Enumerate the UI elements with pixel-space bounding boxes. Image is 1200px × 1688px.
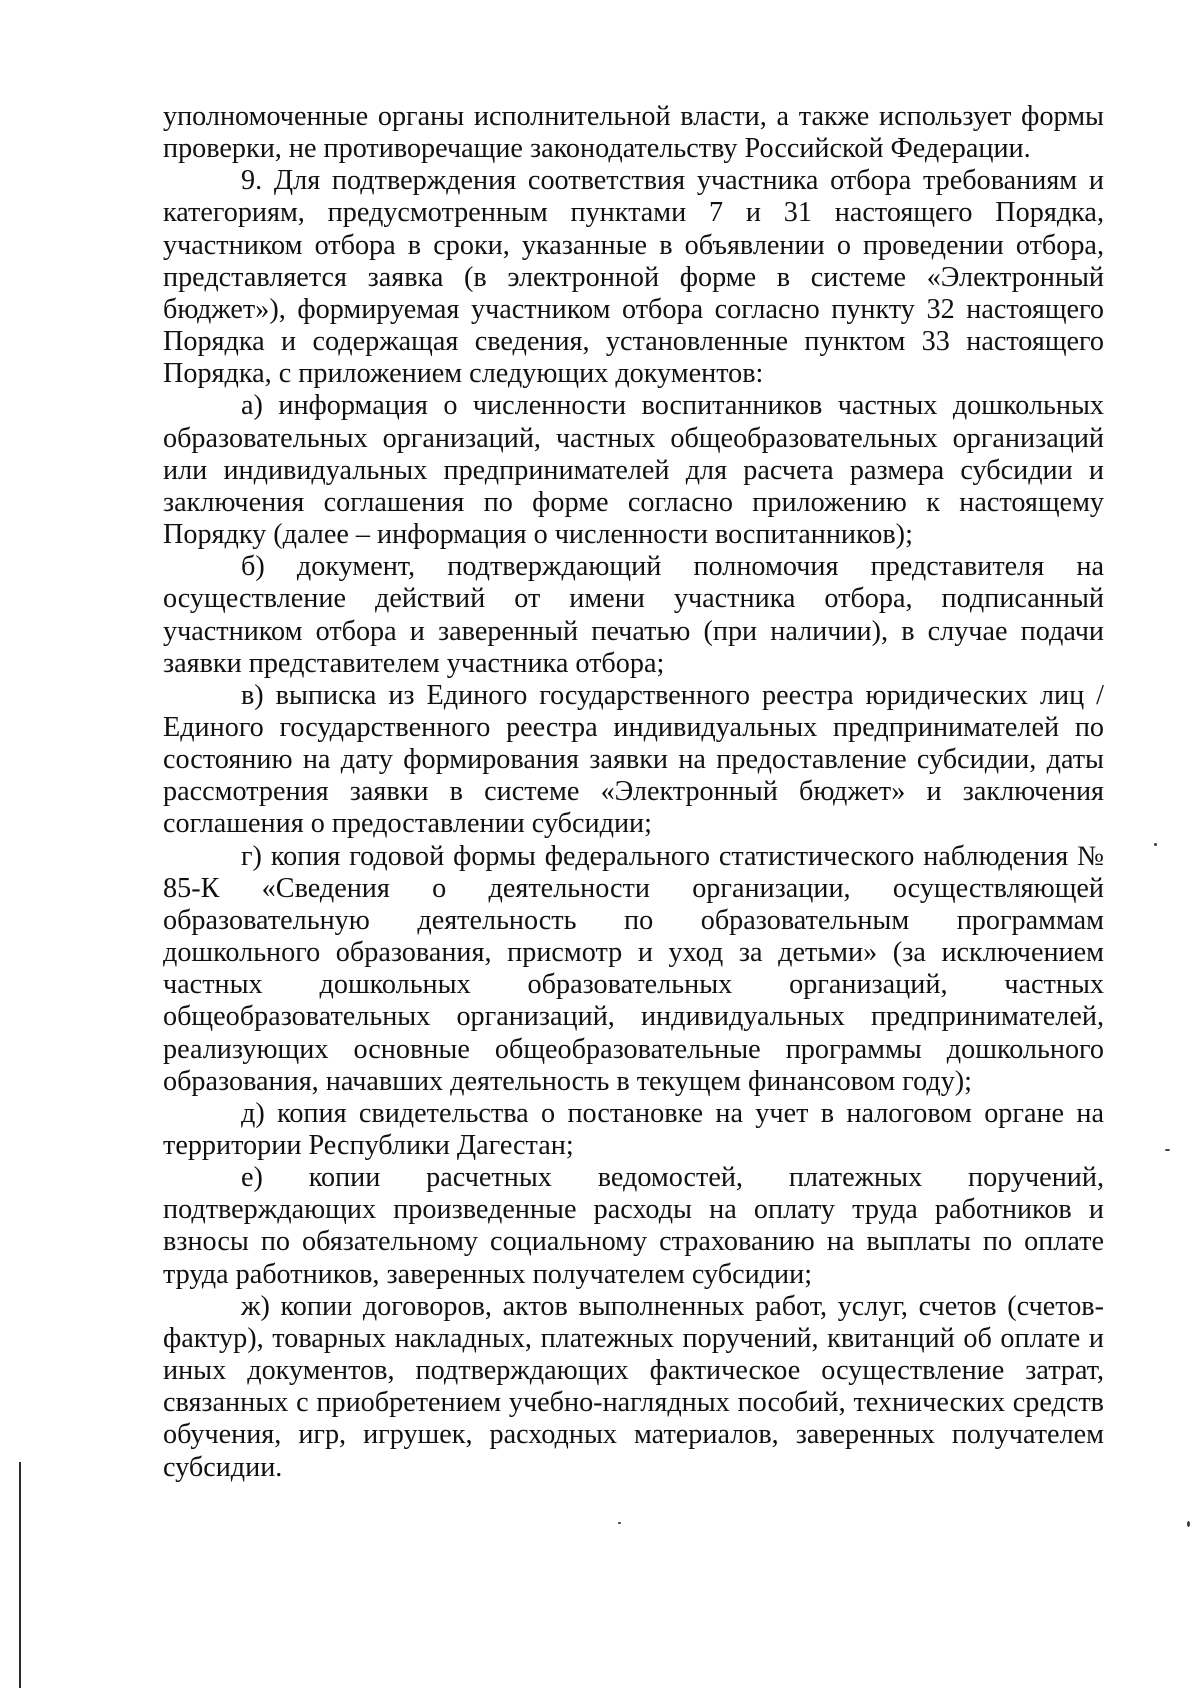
scan-speck bbox=[618, 1522, 621, 1524]
paragraph-9: 9. Для подтверждения соответствия участника отбора требованиям и категориям, предусмотренным пунктами 7 и 31 настоящего Порядка, участником отбора в сроки, указанные в объявлении о проведении отбора, представляется заявка (в электронной форме в системе «Электронный бюджет»), формируемая участником отбора согласно пункту 32 настоящего Порядка и содержащая сведения, установленные пунктом 33 настоящего Порядка, с приложением следующих документов: bbox=[163, 165, 1104, 390]
paragraph-9zh: ж) копии договоров, актов выполненных работ, услуг, счетов (счетов-фактур), товарных накладных, платежных поручений, квитанций об оплате и иных документов, подтверждающих фактическое осуществление затрат, связанных с приобретением учебно-наглядных пособий, технических средств обучения, игр, игрушек, расходных материалов, заверенных получателем субсидии. bbox=[163, 1290, 1104, 1483]
paragraph-1: уполномоченные органы исполнительной власти, а также использует формы проверки, не противоречащие законодательству Российской Федерации. bbox=[163, 101, 1104, 165]
paragraph-9e: е) копии расчетных ведомостей, платежных поручений, подтверждающих произведенные расходы на оплату труда работников и взносы по обязательному социальному страхованию на выплаты по оплате труда работников, заверенных получателем субсидии; bbox=[163, 1162, 1104, 1290]
scan-speck bbox=[1154, 843, 1157, 846]
paragraph-9a: а) информация о численности воспитанников частных дошкольных образовательных организаций, частных общеобразовательных организаций или индивидуальных предпринимателей для расчета размера субсидии и заключения соглашения по форме согласно приложению к настоящему Порядку (далее – информация о численности воспитанников); bbox=[163, 390, 1104, 551]
scan-edge-line bbox=[19, 1462, 21, 1688]
paragraph-9d: д) копия свидетельства о постановке на учет в налоговом органе на территории Республики Дагестан; bbox=[163, 1097, 1104, 1161]
paragraph-9g: г) копия годовой формы федерального статистического наблюдения № 85-К «Сведения о деятельности организации, осуществляющей образовательную деятельность по образовательным программам дошкольного образования, присмотр и уход за детьми» (за исключением частных дошкольных образовательных организаций, частных общеобразовательных организаций, индивидуальных предпринимателей, реализующих основные общеобразовательные программы дошкольного образования, начавших деятельность в текущем финансовом году); bbox=[163, 840, 1104, 1097]
paragraph-9b: б) документ, подтверждающий полномочия представителя на осуществление действий от имени участника отбора, подписанный участником отбора и заверенный печатью (при наличии), в случае подачи заявки представителем участника отбора; bbox=[163, 551, 1104, 679]
scan-speck bbox=[1165, 1149, 1170, 1151]
document-body bbox=[163, 101, 1104, 1484]
paragraph-9v: в) выписка из Единого государственного реестра юридических лиц / Единого государственного реестра индивидуальных предпринимателей по состоянию на дату формирования заявки на предоставление субсидии, даты рассмотрения заявки в системе «Электронный бюджет» и заключения соглашения о предоставлении субсидии; bbox=[163, 679, 1104, 840]
scan-speck bbox=[1187, 1521, 1190, 1527]
